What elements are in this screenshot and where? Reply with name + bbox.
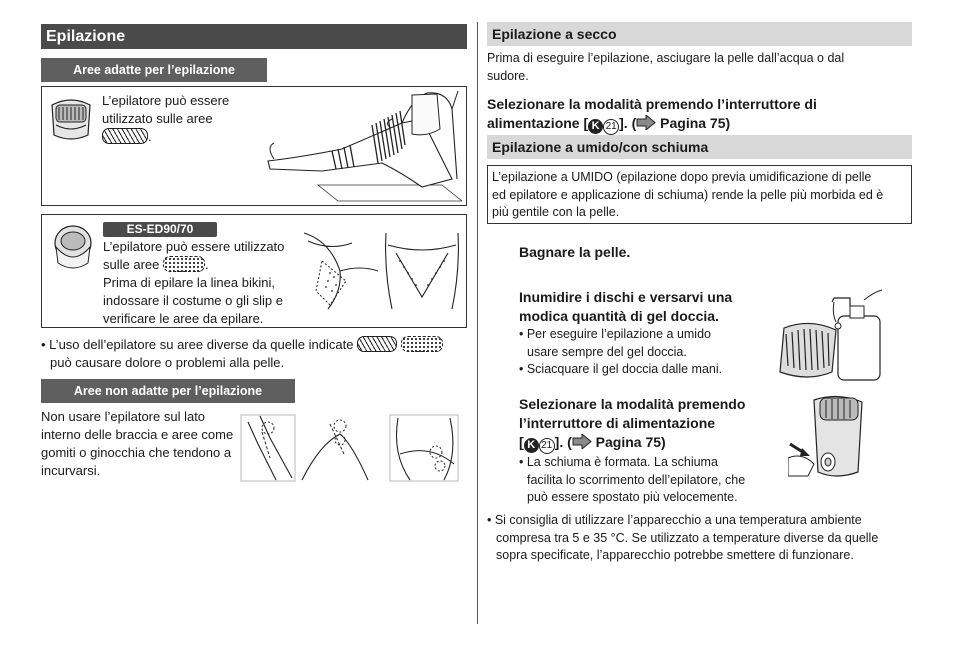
step1-text: Bagnare la pelle. [519, 244, 631, 260]
note-line2: può causare dolore o problemi alla pelle. [50, 355, 285, 370]
box1-text-line2: utilizzato sulle aree [102, 111, 213, 126]
unsuitable-line3: gomiti o ginocchia che tendono a [41, 445, 232, 460]
step3-page-ref: Pagina 75) [595, 434, 666, 450]
epilator-head-icon [48, 95, 94, 143]
hatch-pattern-icon [102, 128, 148, 144]
arrow-right-icon [636, 115, 656, 130]
dry-epilation-header: Epilazione a secco [487, 22, 912, 46]
dry-text-line2: sudore. [487, 68, 529, 83]
step3-bullet-line3: può essere spostato più velocemente. [527, 490, 738, 504]
step3-line2: l’interruttore di alimentazione [519, 415, 716, 431]
step2-line1: Inumidire i dischi e versarvi una [519, 289, 733, 305]
box2-text-line1: L’epilatore può essere utilizzato [103, 239, 285, 254]
dry-text-line1: Prima di eseguire l’epilazione, asciugare la pelle dall’acqua o dal [487, 51, 845, 65]
footnote-line1: • Si consiglia di utilizzare l’apparecchio a una temperatura ambiente [487, 513, 862, 527]
section-title: Epilazione [41, 24, 467, 49]
step3-bullet-line2: facilita lo scorrimento dell’epilatore, che [527, 472, 746, 487]
dot-pattern-icon [163, 256, 205, 272]
unsuitable-line1: Non usare l’epilatore sul lato [41, 409, 206, 424]
dry-instruction-mid: ]. ( [619, 115, 637, 131]
footnote-line2: compresa tra 5 e 35 °C. Se utilizzato a temperature diverse da quelle [496, 530, 879, 545]
wet-box-line3: più gentile con la pelle. [492, 205, 620, 219]
column-divider [477, 22, 478, 624]
wet-box-line1: L’epilazione a UMIDO (epilazione dopo previa umidificazione di pelle [492, 170, 872, 184]
suitable-box-2 [41, 214, 467, 328]
wet-box-line2: ed epilatore e applicazione di schiuma) rende la pelle più morbida ed è [492, 187, 884, 202]
box2-text-line2-end: . [205, 257, 209, 272]
reference-number: 21 [603, 119, 619, 135]
epilator-switch-icon [788, 392, 878, 478]
model-badge: ES-ED90/70 [103, 222, 217, 237]
dot-pattern-icon-2 [401, 336, 443, 352]
suitable-box-1 [41, 86, 467, 206]
step2-bullet1-line2: usare sempre del gel doccia. [527, 344, 687, 359]
step3-line1: Selezionare la modalità premendo [519, 396, 746, 412]
box2-text-line2: sulle aree [103, 257, 160, 272]
step2-bullet1-line1: • Per eseguire l’epilazione a umido [519, 327, 711, 341]
power-switch-icon: K [588, 119, 603, 134]
suitable-areas-header: Aree adatte per l’epilazione [41, 58, 267, 82]
reference-number-2: 21 [539, 438, 555, 454]
power-switch-icon-2: K [524, 438, 539, 453]
dry-page-ref: Pagina 75) [660, 115, 731, 131]
box1-text-line1: L’epilatore può essere [102, 93, 230, 108]
note-line1: • L’uso dell’epilatore su aree diverse da quelle indicate [41, 337, 354, 352]
unsuitable-line4: incurvarsi. [41, 463, 101, 478]
dry-instruction-line2: alimentazione [ [487, 115, 589, 131]
arm-knee-illustration [240, 414, 460, 482]
box2-text-line5: verificare le aree da epilare. [103, 311, 264, 326]
step3-line3-mid: ]. ( [554, 434, 572, 450]
armpit-bikini-illustration [300, 231, 460, 311]
box2-text-line3: Prima di epilare la linea bikini, [103, 275, 275, 290]
step3-line3-open: [ [519, 434, 524, 450]
step2-line2: modica quantità di gel doccia. [519, 308, 719, 324]
footnote-line3: sopra specificate, l’apparecchio potrebbe smettere di funzionare. [496, 548, 854, 562]
epilator-cap-icon [52, 223, 94, 271]
leg-illustration [262, 89, 462, 203]
arrow-right-icon-2 [572, 434, 592, 449]
gel-pump-icon [774, 288, 884, 382]
box1-text-end: . [148, 129, 152, 144]
step2-bullet2: • Sciacquare il gel doccia dalle mani. [519, 362, 723, 376]
wet-epilation-header: Epilazione a umido/con schiuma [487, 135, 912, 159]
unsuitable-line2: interno delle braccia e aree come [41, 427, 234, 442]
step3-bullet-line1: • La schiuma è formata. La schiuma [519, 455, 718, 469]
hatch-pattern-icon-2 [357, 336, 397, 352]
dry-instruction-line1: Selezionare la modalità premendo l’interruttore di [487, 96, 817, 112]
wet-info-box [487, 165, 912, 224]
box2-text-line4: indossare il costume o gli slip e [103, 293, 283, 308]
unsuitable-areas-header: Aree non adatte per l’epilazione [41, 379, 295, 403]
